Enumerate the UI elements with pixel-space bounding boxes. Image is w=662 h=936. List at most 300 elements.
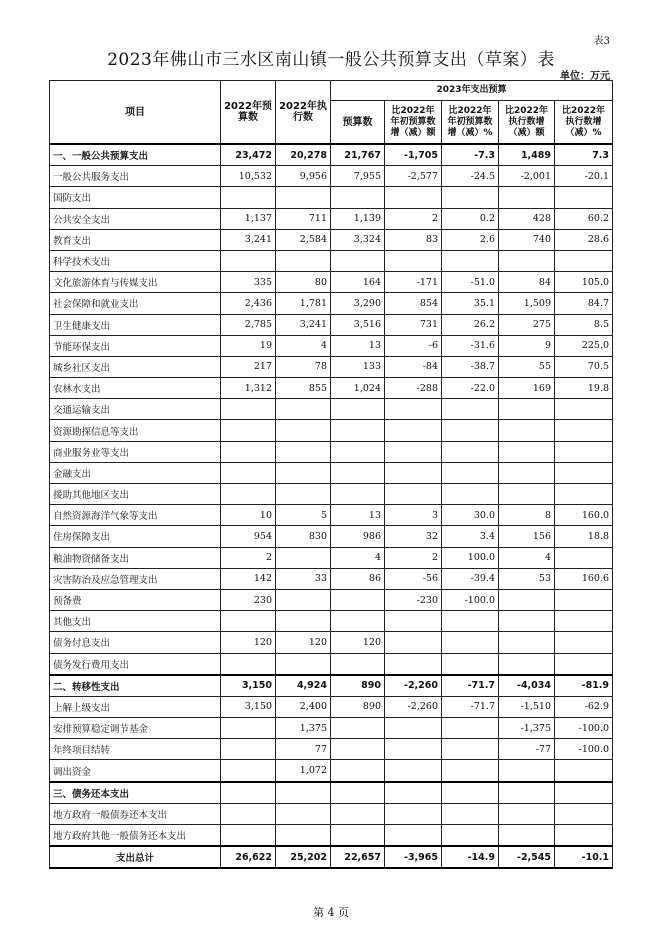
cell-d-e-pct: -81.9 — [555, 675, 613, 697]
cell-d-b-amt — [385, 462, 442, 483]
cell-d-e-pct — [555, 441, 613, 462]
table-row — [50, 144, 613, 166]
cell-b22: 10 — [221, 505, 276, 526]
cell-d-b-amt: 2 — [385, 547, 442, 568]
row-label: 债务发行费用支出 — [50, 653, 221, 675]
cell-b23 — [331, 589, 385, 610]
table-row — [50, 632, 613, 653]
cell-d-e-amt: 55 — [499, 356, 555, 377]
cell-d-e-amt — [499, 589, 555, 610]
cell-d-e-amt: 156 — [499, 526, 555, 547]
cell-b23: 890 — [331, 696, 385, 717]
cell-d-b-pct — [442, 399, 499, 420]
table-row — [50, 547, 613, 568]
cell-b23: 890 — [331, 675, 385, 697]
cell-d-b-pct — [442, 760, 499, 782]
cell-d-e-amt — [499, 632, 555, 653]
cell-d-e-pct — [555, 825, 613, 847]
table-row — [50, 229, 613, 250]
cell-b22: 335 — [221, 272, 276, 293]
cell-d-b-pct: 3.4 — [442, 526, 499, 547]
cell-b22 — [221, 462, 276, 483]
cell-b22 — [221, 653, 276, 675]
cell-d-e-amt: 9 — [499, 335, 555, 356]
cell-e22: 80 — [276, 272, 331, 293]
table-row — [50, 803, 613, 824]
cell-d-b-amt: -1,705 — [385, 144, 442, 166]
row-label: 一、一般公共预算支出 — [50, 144, 221, 166]
cell-d-e-amt: 428 — [499, 208, 555, 229]
cell-b22: 1,137 — [221, 208, 276, 229]
cell-d-e-pct — [555, 187, 613, 208]
cell-d-e-amt: 275 — [499, 314, 555, 335]
table-row — [50, 293, 613, 314]
cell-d-b-pct: -31.6 — [442, 335, 499, 356]
cell-d-e-amt — [499, 187, 555, 208]
cell-b22: 954 — [221, 526, 276, 547]
cell-d-e-amt: -1,510 — [499, 696, 555, 717]
cell-d-b-pct: 100.0 — [442, 547, 499, 568]
cell-e22: 78 — [276, 356, 331, 377]
cell-b23 — [331, 462, 385, 483]
cell-d-e-pct: -20.1 — [555, 166, 613, 187]
cell-d-b-pct: -14.9 — [442, 846, 499, 868]
cell-d-b-amt: -84 — [385, 356, 442, 377]
cell-d-b-pct — [442, 782, 499, 804]
cell-e22: 33 — [276, 568, 331, 589]
table-row — [50, 846, 613, 868]
header-group-2023: 2023年支出预算 — [331, 81, 613, 101]
cell-b23 — [331, 484, 385, 505]
cell-d-e-amt: 4 — [499, 547, 555, 568]
table-row — [50, 611, 613, 632]
cell-d-e-amt — [499, 420, 555, 441]
cell-d-b-pct: -71.7 — [442, 696, 499, 717]
header-budget-2022: 2022年预算数 — [221, 81, 276, 145]
cell-b23 — [331, 782, 385, 804]
cell-b23 — [331, 803, 385, 824]
cell-b23 — [331, 653, 385, 675]
cell-d-b-pct — [442, 441, 499, 462]
cell-d-e-pct — [555, 484, 613, 505]
cell-d-b-pct: -7.3 — [442, 144, 499, 166]
cell-b22: 2 — [221, 547, 276, 568]
cell-d-e-amt: -1,375 — [499, 718, 555, 739]
table-row — [50, 378, 613, 399]
cell-d-e-amt: 8 — [499, 505, 555, 526]
cell-e22 — [276, 547, 331, 568]
cell-b22: 23,472 — [221, 144, 276, 166]
cell-d-b-pct: -100.0 — [442, 589, 499, 610]
cell-e22: 4,924 — [276, 675, 331, 697]
cell-b22: 1,312 — [221, 378, 276, 399]
header-budget-2023: 预算数 — [331, 101, 385, 145]
cell-d-b-amt: -288 — [385, 378, 442, 399]
table-row — [50, 760, 613, 782]
cell-b22: 3,150 — [221, 675, 276, 697]
cell-d-e-amt — [499, 484, 555, 505]
row-label: 支出总计 — [50, 846, 221, 868]
cell-e22 — [276, 250, 331, 271]
row-label: 科学技术支出 — [50, 250, 221, 271]
cell-b22: 120 — [221, 632, 276, 653]
cell-d-e-amt — [499, 803, 555, 824]
page-number: 第 4 页 — [313, 906, 349, 919]
row-label: 其他支出 — [50, 611, 221, 632]
table-row — [50, 208, 613, 229]
cell-d-b-pct: -51.0 — [442, 272, 499, 293]
cell-d-e-pct: 19.8 — [555, 378, 613, 399]
row-label: 债务付息支出 — [50, 632, 221, 653]
cell-d-e-pct: -100.0 — [555, 718, 613, 739]
cell-d-b-amt: 2 — [385, 208, 442, 229]
cell-b23 — [331, 739, 385, 760]
cell-e22 — [276, 803, 331, 824]
cell-d-e-pct — [555, 462, 613, 483]
cell-d-b-amt — [385, 441, 442, 462]
cell-d-b-pct — [442, 653, 499, 675]
cell-d-e-pct: -62.9 — [555, 696, 613, 717]
table-row — [50, 505, 613, 526]
table-row — [50, 462, 613, 483]
cell-d-b-amt: -2,260 — [385, 675, 442, 697]
table-row — [50, 589, 613, 610]
cell-d-e-pct: 70.5 — [555, 356, 613, 377]
cell-d-b-amt — [385, 739, 442, 760]
cell-b23: 4 — [331, 547, 385, 568]
cell-b22 — [221, 399, 276, 420]
cell-d-e-amt: 169 — [499, 378, 555, 399]
cell-d-b-pct: 26.2 — [442, 314, 499, 335]
header-item: 项目 — [50, 81, 221, 145]
cell-d-e-pct — [555, 420, 613, 441]
cell-b22: 230 — [221, 589, 276, 610]
cell-d-e-pct: 160.0 — [555, 505, 613, 526]
row-label: 金融支出 — [50, 462, 221, 483]
table-row — [50, 187, 613, 208]
table-row — [50, 356, 613, 377]
cell-d-e-amt — [499, 462, 555, 483]
cell-d-e-amt — [499, 250, 555, 271]
header-vs-budget-amt: 比2022年年初预算数增（减）额 — [385, 101, 442, 145]
cell-b23: 1,024 — [331, 378, 385, 399]
unit-label: 单位：万元 — [560, 71, 610, 82]
cell-d-b-pct — [442, 462, 499, 483]
cell-d-b-pct — [442, 803, 499, 824]
cell-e22: 3,241 — [276, 314, 331, 335]
row-label: 资源勘探信息等支出 — [50, 420, 221, 441]
cell-e22 — [276, 187, 331, 208]
cell-d-b-amt — [385, 803, 442, 824]
cell-d-b-amt: -3,965 — [385, 846, 442, 868]
cell-d-e-amt — [499, 441, 555, 462]
cell-d-e-pct — [555, 589, 613, 610]
cell-d-e-pct — [555, 250, 613, 271]
header-vs-exec-amt: 比2022年执行数增（减）额 — [499, 101, 555, 145]
header-vs-budget-pct: 比2022年年初预算数增（减）% — [442, 101, 499, 145]
cell-d-b-amt: 731 — [385, 314, 442, 335]
cell-b23 — [331, 441, 385, 462]
cell-b23: 164 — [331, 272, 385, 293]
cell-d-b-amt: 32 — [385, 526, 442, 547]
cell-b23: 86 — [331, 568, 385, 589]
cell-b23 — [331, 187, 385, 208]
cell-d-b-amt — [385, 653, 442, 675]
cell-d-e-pct: 7.3 — [555, 144, 613, 166]
cell-d-b-pct: -38.7 — [442, 356, 499, 377]
table-row — [50, 399, 613, 420]
cell-e22 — [276, 589, 331, 610]
cell-b22: 2,785 — [221, 314, 276, 335]
cell-d-b-pct: -24.5 — [442, 166, 499, 187]
cell-b22: 2,436 — [221, 293, 276, 314]
cell-b23 — [331, 760, 385, 782]
cell-d-b-amt — [385, 399, 442, 420]
cell-b22: 217 — [221, 356, 276, 377]
cell-b22 — [221, 484, 276, 505]
row-label: 地方政府一般债券还本支出 — [50, 803, 221, 824]
cell-d-b-pct — [442, 611, 499, 632]
cell-d-b-amt — [385, 187, 442, 208]
cell-d-e-amt: -77 — [499, 739, 555, 760]
cell-d-b-amt — [385, 782, 442, 804]
cell-d-b-pct — [442, 250, 499, 271]
cell-d-b-amt — [385, 825, 442, 847]
cell-d-b-amt — [385, 760, 442, 782]
table-row — [50, 782, 613, 804]
cell-e22: 1,781 — [276, 293, 331, 314]
cell-d-e-amt — [499, 399, 555, 420]
cell-d-e-pct — [555, 760, 613, 782]
table-row — [50, 441, 613, 462]
table-row — [50, 250, 613, 271]
cell-d-e-pct: 8.5 — [555, 314, 613, 335]
row-label: 文化旅游体育与传媒支出 — [50, 272, 221, 293]
cell-d-b-pct — [442, 484, 499, 505]
cell-b22 — [221, 611, 276, 632]
cell-b22: 3,241 — [221, 229, 276, 250]
row-label: 城乡社区支出 — [50, 356, 221, 377]
cell-d-b-pct — [442, 420, 499, 441]
cell-e22: 77 — [276, 739, 331, 760]
table-row — [50, 272, 613, 293]
table-row — [50, 420, 613, 441]
row-label: 粮油物资储备支出 — [50, 547, 221, 568]
row-label: 年终项目结转 — [50, 739, 221, 760]
cell-b23: 986 — [331, 526, 385, 547]
cell-d-b-amt: -230 — [385, 589, 442, 610]
cell-d-b-pct: 30.0 — [442, 505, 499, 526]
cell-d-e-pct: 18.8 — [555, 526, 613, 547]
cell-d-e-pct — [555, 803, 613, 824]
cell-b23: 22,657 — [331, 846, 385, 868]
cell-b23: 21,767 — [331, 144, 385, 166]
cell-e22 — [276, 653, 331, 675]
header-vs-exec-pct: 比2022年执行数增（减）% — [555, 101, 613, 145]
cell-d-e-pct: -100.0 — [555, 739, 613, 760]
table-row — [50, 739, 613, 760]
cell-b22 — [221, 187, 276, 208]
cell-d-e-pct: 160.6 — [555, 568, 613, 589]
cell-d-e-amt: 740 — [499, 229, 555, 250]
cell-b23 — [331, 611, 385, 632]
row-label: 社会保障和就业支出 — [50, 293, 221, 314]
cell-d-e-amt: 53 — [499, 568, 555, 589]
cell-d-e-amt: 1,509 — [499, 293, 555, 314]
table-body — [50, 144, 613, 868]
cell-d-e-amt: -2,545 — [499, 846, 555, 868]
cell-d-e-amt — [499, 760, 555, 782]
row-label: 商业服务业等支出 — [50, 441, 221, 462]
cell-e22: 855 — [276, 378, 331, 399]
cell-d-e-pct: 225.0 — [555, 335, 613, 356]
budget-table — [49, 80, 613, 869]
cell-b22 — [221, 803, 276, 824]
cell-d-e-amt: -4,034 — [499, 675, 555, 697]
cell-d-e-pct: 84.7 — [555, 293, 613, 314]
cell-d-b-amt: 854 — [385, 293, 442, 314]
header-exec-2022: 2022年执行数 — [276, 81, 331, 145]
cell-d-e-pct — [555, 399, 613, 420]
cell-e22: 2,400 — [276, 696, 331, 717]
cell-e22: 120 — [276, 632, 331, 653]
row-label: 交通运输支出 — [50, 399, 221, 420]
cell-d-b-pct: -22.0 — [442, 378, 499, 399]
cell-d-b-pct: 0.2 — [442, 208, 499, 229]
cell-d-b-pct: 2.6 — [442, 229, 499, 250]
cell-e22 — [276, 484, 331, 505]
cell-e22: 1,072 — [276, 760, 331, 782]
cell-b22 — [221, 420, 276, 441]
cell-d-b-pct: 35.1 — [442, 293, 499, 314]
table-row — [50, 653, 613, 675]
cell-d-b-amt: -56 — [385, 568, 442, 589]
cell-e22 — [276, 825, 331, 847]
row-label: 地方政府其他一般债务还本支出 — [50, 825, 221, 847]
cell-d-b-amt: -171 — [385, 272, 442, 293]
cell-b23 — [331, 420, 385, 441]
page-title: 2023年佛山市三水区南山镇一般公共预算支出（草案）表 — [107, 50, 555, 70]
cell-b23: 13 — [331, 505, 385, 526]
cell-d-b-amt: -2,577 — [385, 166, 442, 187]
cell-d-b-amt: 3 — [385, 505, 442, 526]
row-label: 调出资金 — [50, 760, 221, 782]
row-label: 三、债务还本支出 — [50, 782, 221, 804]
row-label: 上解上级支出 — [50, 696, 221, 717]
cell-b23: 13 — [331, 335, 385, 356]
cell-d-b-amt — [385, 632, 442, 653]
cell-b23 — [331, 825, 385, 847]
table-row — [50, 568, 613, 589]
cell-d-e-pct — [555, 782, 613, 804]
cell-e22: 5 — [276, 505, 331, 526]
cell-e22: 2,584 — [276, 229, 331, 250]
cell-b23: 3,324 — [331, 229, 385, 250]
row-label: 农林水支出 — [50, 378, 221, 399]
cell-e22: 20,278 — [276, 144, 331, 166]
cell-d-e-amt — [499, 653, 555, 675]
cell-b22: 19 — [221, 335, 276, 356]
row-label: 一般公共服务支出 — [50, 166, 221, 187]
cell-d-b-pct: -71.7 — [442, 675, 499, 697]
table-row — [50, 484, 613, 505]
cell-d-e-amt — [499, 825, 555, 847]
cell-d-e-pct — [555, 653, 613, 675]
cell-b23 — [331, 718, 385, 739]
row-label: 国防支出 — [50, 187, 221, 208]
cell-e22: 1,375 — [276, 718, 331, 739]
cell-b22 — [221, 718, 276, 739]
cell-b22 — [221, 825, 276, 847]
cell-d-b-pct — [442, 718, 499, 739]
cell-e22: 25,202 — [276, 846, 331, 868]
row-label: 援助其他地区支出 — [50, 484, 221, 505]
cell-b23: 120 — [331, 632, 385, 653]
cell-d-b-amt: -6 — [385, 335, 442, 356]
cell-d-b-amt — [385, 420, 442, 441]
cell-b22: 142 — [221, 568, 276, 589]
cell-d-e-pct: -10.1 — [555, 846, 613, 868]
cell-b23: 133 — [331, 356, 385, 377]
row-label: 二、转移性支出 — [50, 675, 221, 697]
cell-b22 — [221, 250, 276, 271]
cell-d-b-pct — [442, 632, 499, 653]
cell-d-b-pct — [442, 825, 499, 847]
cell-d-b-amt — [385, 250, 442, 271]
cell-d-b-amt — [385, 718, 442, 739]
table-row — [50, 526, 613, 547]
row-label: 节能环保支出 — [50, 335, 221, 356]
cell-b22: 10,532 — [221, 166, 276, 187]
cell-b22 — [221, 760, 276, 782]
cell-d-e-pct: 105.0 — [555, 272, 613, 293]
cell-d-e-pct: 28.6 — [555, 229, 613, 250]
cell-d-b-pct — [442, 739, 499, 760]
cell-b23: 3,290 — [331, 293, 385, 314]
cell-b22: 3,150 — [221, 696, 276, 717]
cell-d-e-pct — [555, 632, 613, 653]
cell-b23: 3,516 — [331, 314, 385, 335]
cell-d-e-amt: 1,489 — [499, 144, 555, 166]
cell-d-e-pct — [555, 611, 613, 632]
cell-b22 — [221, 782, 276, 804]
row-label: 自然资源海洋气象等支出 — [50, 505, 221, 526]
cell-b22 — [221, 739, 276, 760]
table-row — [50, 718, 613, 739]
cell-b23 — [331, 399, 385, 420]
cell-d-b-amt: 83 — [385, 229, 442, 250]
cell-e22 — [276, 441, 331, 462]
table-row — [50, 825, 613, 847]
table-row — [50, 166, 613, 187]
row-label: 住房保障支出 — [50, 526, 221, 547]
table-row — [50, 696, 613, 717]
cell-e22: 830 — [276, 526, 331, 547]
cell-d-b-amt — [385, 484, 442, 505]
cell-d-e-pct: 60.2 — [555, 208, 613, 229]
row-label: 卫生健康支出 — [50, 314, 221, 335]
cell-d-b-pct: -39.4 — [442, 568, 499, 589]
cell-e22: 711 — [276, 208, 331, 229]
row-label: 教育支出 — [50, 229, 221, 250]
table-row — [50, 314, 613, 335]
cell-e22 — [276, 782, 331, 804]
cell-d-b-pct — [442, 187, 499, 208]
cell-e22 — [276, 462, 331, 483]
cell-d-e-amt: -2,001 — [499, 166, 555, 187]
cell-d-e-amt: 84 — [499, 272, 555, 293]
table-row — [50, 335, 613, 356]
